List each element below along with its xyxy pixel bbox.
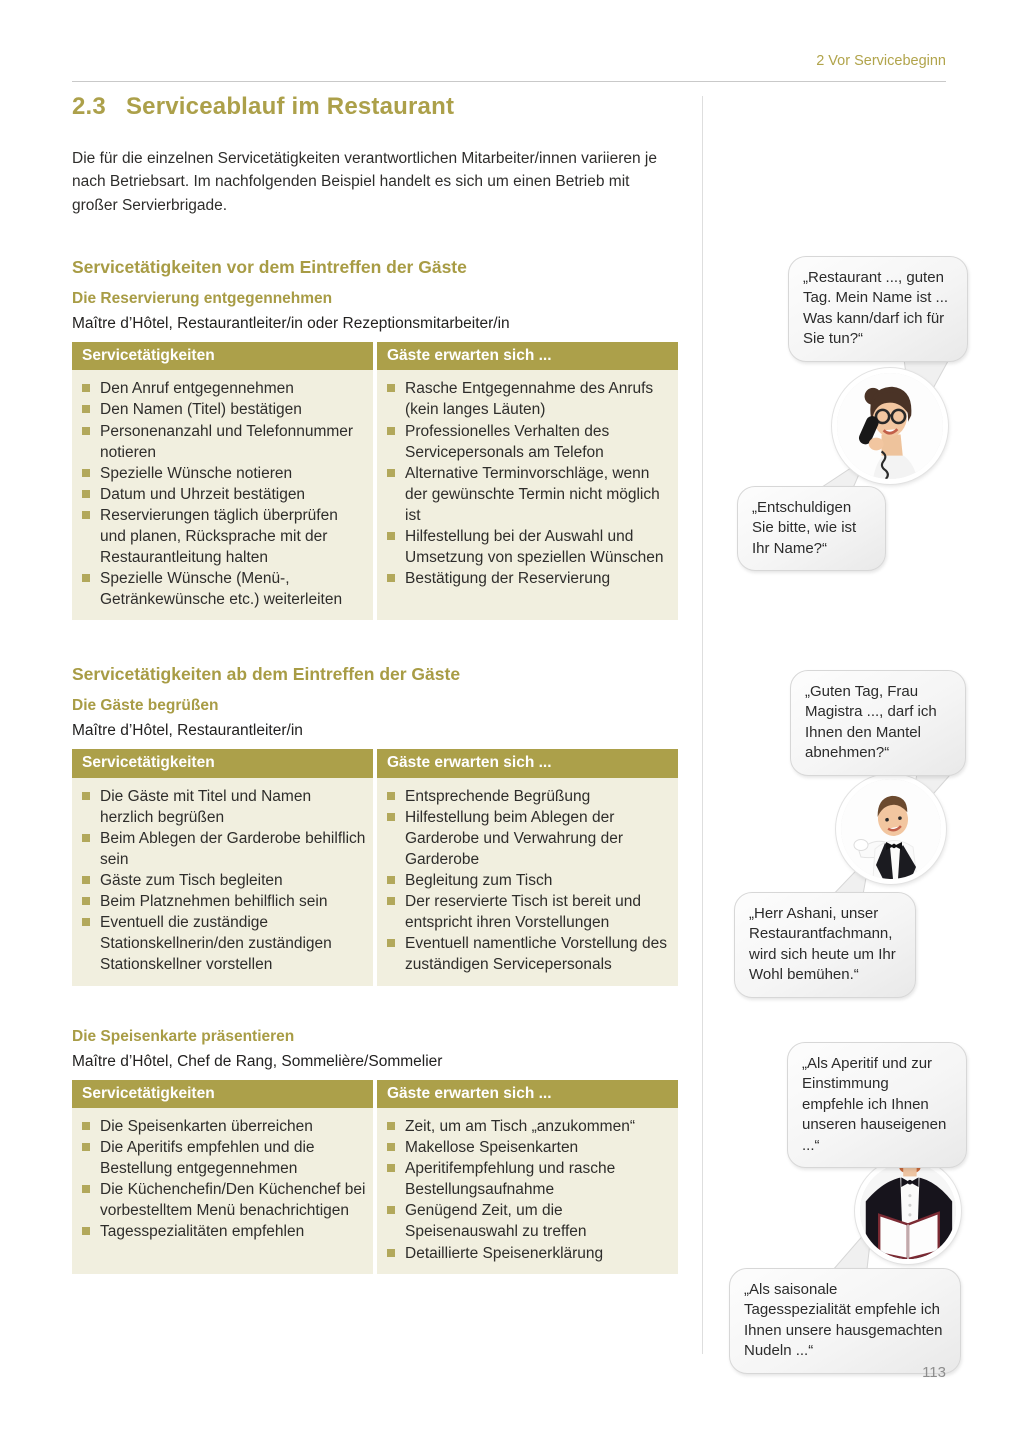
bullet-list <box>72 1116 367 1242</box>
table-row-text: Detaillierte Speisenerklärung <box>405 1244 604 1262</box>
tuxedo-with-menu-illustration <box>860 1163 956 1259</box>
bullet-square-icon <box>82 405 90 413</box>
bullet-list <box>377 1116 672 1264</box>
table-row-text: Den Anruf entgegennehmen <box>100 380 294 398</box>
table-row <box>377 933 672 975</box>
table-col1-header: Servicetätigkeiten <box>72 749 373 778</box>
table-row-text: Makellose Speisenkarten <box>405 1139 579 1157</box>
table-row-text: Beim Ablegen der Garderobe behilflich sein <box>100 829 366 869</box>
table-row <box>72 1221 367 1242</box>
table-row <box>72 891 367 912</box>
page-title <box>72 93 678 121</box>
table-row <box>377 1116 672 1137</box>
table-col1-body <box>72 778 373 986</box>
table-row-text: Gäste zum Tisch begleiten <box>100 872 283 890</box>
receptionist-photo <box>832 368 948 484</box>
speech-bubble-ask-name: „Entschuldigen Sie bitte, wie ist Ihr Name?“ <box>737 486 886 571</box>
table-row <box>377 1137 672 1158</box>
running-header: 2 Vor Servicebeginn <box>816 53 946 69</box>
waiter-greeting-illustration <box>841 779 941 879</box>
service-table-greeting <box>72 749 678 985</box>
table-row-text: Professionelles Verhalten des Servicepersonals am Telefon <box>405 422 610 461</box>
table-row-text: Datum und Uhrzeit bestätigen <box>100 485 306 503</box>
bullet-square-icon <box>387 876 395 884</box>
table-row <box>72 378 367 399</box>
roles-line: Maître d’Hôtel, Restaurantleiter/in oder Rezeptionsmitarbeiter/in <box>72 314 510 332</box>
bullet-square-icon <box>387 1143 395 1151</box>
table-row <box>72 912 367 975</box>
table-row-text: Die Speisenkarten überreichen <box>100 1118 313 1136</box>
page-title-text: Serviceablauf im Restaurant <box>125 93 455 120</box>
bullet-square-icon <box>387 897 395 905</box>
table-row-text: Zeit, um am Tisch „anzukommen“ <box>405 1118 635 1136</box>
service-table-menu <box>72 1080 678 1274</box>
table-col1-header: Servicetätigkeiten <box>72 342 373 371</box>
table-row <box>377 526 672 568</box>
table-row <box>377 463 672 526</box>
bullet-square-icon <box>82 574 90 582</box>
table-row-text: Reservierungen täglich überprüfen und planen, Rücksprache mit der Restaurantleitung halten <box>100 506 338 566</box>
table-row <box>377 1243 672 1264</box>
table-col2-header: Gäste erwarten sich ... <box>377 749 678 778</box>
table-row-text: Rasche Entgegennahme des Anrufs (kein langes Läuten) <box>405 380 654 419</box>
bullet-square-icon <box>82 876 90 884</box>
bullet-square-icon <box>387 532 395 540</box>
waiter-photo-frame <box>841 779 941 879</box>
table-row <box>72 421 367 463</box>
page-number: 113 <box>922 1364 946 1381</box>
table-row <box>72 505 367 568</box>
bullet-square-icon <box>82 918 90 926</box>
table-row-text: Eventuell namentliche Vorstellung des zuständigen Servicepersonals <box>405 935 667 974</box>
table-col2-body <box>377 1108 678 1274</box>
bullet-square-icon <box>387 1206 395 1214</box>
table-row <box>72 828 367 870</box>
speech-bubble-aperitif: „Als Aperitif und zur Einstimmung empfehle ich Ihnen unseren hauseigenen ...“ <box>787 1042 967 1168</box>
speech-bubble-phone-greeting: „Restaurant ..., guten Tag. Mein Name ist ... Was kann/darf ich für Sie tun?“ <box>788 256 968 362</box>
block-subheading-reservation: Die Reservierung entgegennehmen <box>72 289 333 307</box>
bullet-square-icon <box>82 1227 90 1235</box>
block-subheading-menu: Die Speisenkarte präsentieren <box>72 1027 295 1045</box>
table-row <box>377 568 672 589</box>
speech-bubble-daily-special: „Als saisonale Tagesspezialität empfehle ich Ihnen unsere hausgemachten Nudeln ...“ <box>729 1268 961 1374</box>
section-heading-after-arrival: Servicetätigkeiten ab dem Eintreffen der Gäste <box>72 664 461 685</box>
top-rule-divider <box>72 81 946 82</box>
section-heading-before-arrival: Servicetätigkeiten vor dem Eintreffen der Gäste <box>72 256 467 277</box>
bullet-square-icon <box>82 1143 90 1151</box>
table-row <box>72 399 367 420</box>
woman-on-phone-illustration <box>837 373 943 479</box>
table-row <box>72 463 367 484</box>
table-row-text: Begleitung zum Tisch <box>405 872 553 890</box>
table-row-text: Spezielle Wünsche (Menü-, Getränkewünsche etc.) weiterleiten <box>100 570 343 609</box>
bullet-list <box>377 378 672 589</box>
bullet-square-icon <box>387 427 395 435</box>
table-row <box>377 378 672 420</box>
table-row-text: Alternative Terminvorschläge, wenn der gewünschte Termin nicht möglich ist <box>405 464 660 524</box>
table-row <box>377 807 672 870</box>
table-column-expectations <box>377 1080 678 1274</box>
speech-bubble-introduce-waiter: „Herr Ashani, unser Restaurantfachmann, wird sich heute um Ihr Wohl bemühen.“ <box>734 892 916 998</box>
table-row <box>377 786 672 807</box>
table-row <box>72 568 367 610</box>
bullet-square-icon <box>387 792 395 800</box>
table-column-expectations <box>377 749 678 985</box>
bullet-square-icon <box>387 1164 395 1172</box>
table-row-text: Tagesspezialitäten empfehlen <box>100 1223 305 1241</box>
service-table-reservation <box>72 342 678 620</box>
table-column-activities <box>72 342 373 620</box>
table-col2-header: Gäste erwarten sich ... <box>377 1080 678 1109</box>
bullet-square-icon <box>82 834 90 842</box>
block-subheading-greeting: Die Gäste begrüßen <box>72 697 219 715</box>
bullet-square-icon <box>82 792 90 800</box>
bullet-square-icon <box>387 813 395 821</box>
bullet-list <box>72 786 367 976</box>
table-row-text: Den Namen (Titel) bestätigen <box>100 401 302 419</box>
table-row <box>377 1158 672 1200</box>
bullet-list <box>377 786 672 976</box>
table-row <box>72 1116 367 1137</box>
table-column-expectations <box>377 342 678 620</box>
table-row-text: Bestätigung der Reservierung <box>405 570 611 588</box>
table-row-text: Personenanzahl und Telefonnummer notieren <box>100 422 354 461</box>
table-row <box>72 870 367 891</box>
table-row-text: Die Gäste mit Titel und Namen herzlich begrüßen <box>100 787 312 826</box>
bullet-square-icon <box>82 897 90 905</box>
main-content-column <box>72 93 678 1274</box>
table-col2-body <box>377 370 678 620</box>
table-row-text: Aperitifempfehlung und rasche Bestellungsaufnahme <box>405 1160 616 1199</box>
bullet-square-icon <box>387 384 395 392</box>
sommelier-photo-frame <box>860 1163 956 1259</box>
bullet-square-icon <box>387 939 395 947</box>
speech-bubble-coat: „Guten Tag, Frau Magistra ..., darf ich Ihnen den Mantel abnehmen?“ <box>790 670 966 776</box>
table-row-text: Der reservierte Tisch ist bereit und entspricht ihren Vorstellungen <box>405 893 642 932</box>
table-row-text: Hilfestellung beim Ablegen der Garderobe und Verwahrung der Garderobe <box>405 808 624 869</box>
roles-line: Maître d’Hôtel, Restaurantleiter/in <box>72 722 303 740</box>
margin-column-divider <box>702 96 703 1354</box>
table-row <box>377 1200 672 1242</box>
table-row-text: Die Aperitifs empfehlen und die Bestellung entgegennehmen <box>100 1139 315 1178</box>
bullet-square-icon <box>387 1249 395 1257</box>
table-row-text: Hilfestellung bei der Auswahl und Umsetzung von speziellen Wünschen <box>405 527 664 566</box>
bullet-square-icon <box>82 1122 90 1130</box>
table-row-text: Spezielle Wünsche notieren <box>100 464 293 482</box>
roles-line: Maître d’Hôtel, Chef de Rang, Sommelière/Sommelier <box>72 1052 443 1070</box>
table-col1-body <box>72 1108 373 1274</box>
intro-paragraph: Die für die einzelnen Servicetätigkeiten verantwortlichen Mitarbeiter/innen variieren je nach Betriebsart. Im nachfolgenden Beispiel handelt es sich um einen Betrieb mit großer Servierbrigade. <box>72 150 657 214</box>
table-col2-header: Gäste erwarten sich ... <box>377 342 678 371</box>
table-column-activities <box>72 1080 373 1274</box>
table-row-text: Beim Platznehmen behilflich sein <box>100 893 328 911</box>
bullet-square-icon <box>387 1122 395 1130</box>
bullet-square-icon <box>82 490 90 498</box>
table-col1-body <box>72 370 373 620</box>
sommelier-photo <box>855 1158 961 1264</box>
table-row-text: Die Küchenchefin/Den Küchenchef bei vorbestelltem Menü benachrichtigen <box>100 1181 366 1220</box>
table-column-activities <box>72 749 373 985</box>
table-row-text: Genügend Zeit, um die Speisenauswahl zu treffen <box>405 1202 587 1241</box>
table-col1-header: Servicetätigkeiten <box>72 1080 373 1109</box>
bullet-list <box>72 378 367 610</box>
page-title-number: 2.3 <box>72 93 106 120</box>
bullet-square-icon <box>82 427 90 435</box>
table-row <box>72 484 367 505</box>
table-row <box>377 421 672 463</box>
table-row-text: Eventuell die zuständige Stationskellnerin/den zuständigen Stationskellner vorstellen <box>100 914 332 974</box>
table-row <box>377 870 672 891</box>
bullet-square-icon <box>82 511 90 519</box>
bullet-square-icon <box>82 384 90 392</box>
bullet-square-icon <box>82 1185 90 1193</box>
table-row <box>377 891 672 933</box>
bullet-square-icon <box>387 469 395 477</box>
waiter-photo <box>836 774 946 884</box>
table-row-text: Entsprechende Begrüßung <box>405 787 591 805</box>
table-row <box>72 1179 367 1221</box>
bullet-square-icon <box>82 469 90 477</box>
receptionist-photo-frame <box>837 373 943 479</box>
table-col2-body <box>377 778 678 986</box>
table-row <box>72 786 367 828</box>
table-row <box>72 1137 367 1179</box>
bullet-square-icon <box>387 574 395 582</box>
